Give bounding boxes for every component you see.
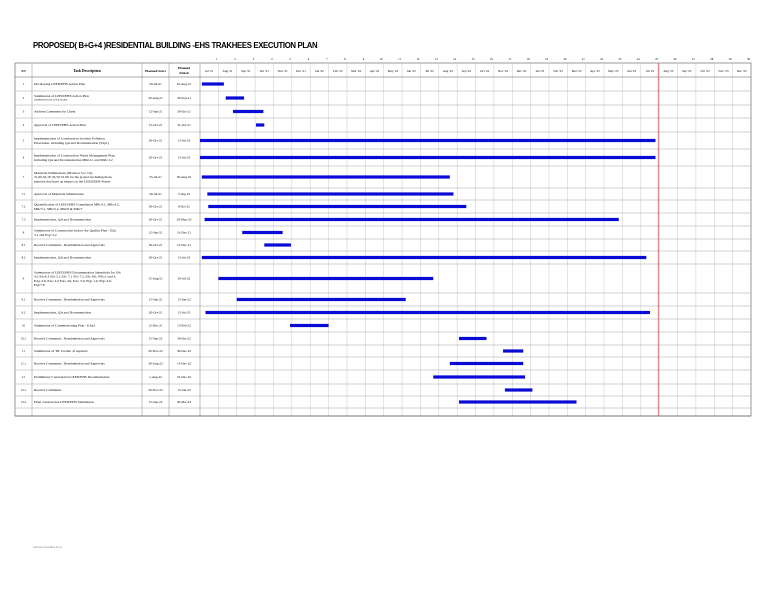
task-start-date: 15-Oct-21: [148, 123, 163, 127]
task-description: Address Comments by Client: [34, 109, 76, 114]
task-sn: 9: [22, 276, 25, 281]
task-description: 3.1 and EQc 3.2: [34, 232, 57, 237]
task-sn: 4: [22, 123, 25, 127]
task-sn: 6: [22, 155, 25, 160]
task-start-date: 30-Oct-21: [148, 204, 163, 209]
task-sn: 7.1: [21, 192, 26, 196]
month-label: Aug '23: [663, 69, 674, 73]
task-finish-date: 15-Jul-23: [177, 155, 191, 160]
month-label: Jul '22: [425, 69, 434, 73]
task-sn: 8.1: [21, 243, 26, 247]
task-description: Approval of LEED/EHS Action Plan: [34, 123, 86, 128]
gantt-bar: [200, 139, 655, 142]
gantt-bar: [290, 324, 329, 327]
gantt-bar: [264, 243, 291, 246]
task-sn: 12.1: [20, 388, 27, 392]
task-sn: 2: [22, 96, 25, 100]
task-start-date: 20-Jul-21: [149, 82, 162, 86]
task-start-date: 20-Oct-21: [148, 310, 163, 315]
week-number: 22: [600, 57, 604, 61]
column-header-start: Planned Start: [145, 69, 166, 73]
task-description: Receive Comments: [34, 388, 62, 393]
month-label: Dec '22: [516, 69, 527, 73]
gantt-bar: [208, 205, 466, 208]
task-finish-date: 31-Oct-21: [177, 123, 191, 127]
task-sn: 11: [22, 349, 25, 353]
task-sn: 12.2: [20, 400, 27, 404]
task-sn: 7: [22, 175, 25, 179]
week-number: 2: [234, 57, 236, 61]
month-label: Oct '22: [480, 69, 490, 73]
task-finish-date: 30-Dec-22: [176, 349, 192, 353]
month-label: May '23: [608, 69, 619, 73]
column-header-sn: SN: [21, 69, 26, 73]
task-finish-date: 30-Jul-22: [177, 276, 191, 281]
column-header-task: Task Description: [73, 69, 101, 73]
task-note: (SUBMISSION DATE AFTER AWARD): [34, 99, 68, 102]
week-number: 9: [362, 57, 365, 61]
month-label: Mar '22: [351, 69, 362, 73]
gantt-bar: [242, 231, 282, 234]
month-label: Oct '21: [259, 69, 269, 73]
week-number: 27: [691, 57, 695, 61]
task-finish-date: 15-Feb-22: [177, 323, 191, 328]
week-number: 12: [416, 57, 420, 61]
task-description: Approval of Materials Submissions: [34, 192, 84, 197]
gantt-bar: [218, 277, 433, 280]
gantt-bar: [459, 400, 577, 403]
task-start-date: 25-Jul-21: [149, 175, 162, 179]
task-start-date: 15-Aug-21: [148, 276, 163, 281]
month-label: Aug '21: [222, 69, 233, 73]
task-description: Developing LEED/EHS Action Plan: [34, 82, 86, 87]
task-start-date: 20-Oct-21: [148, 217, 163, 222]
week-number: 29: [728, 57, 732, 61]
task-description: material that have an impact on the LEED/EHS Points: [34, 179, 111, 184]
footer-note: LEED EHS TRAKHEES PLAN: [33, 547, 62, 549]
task-finish-date: 15-Jul-23: [177, 310, 191, 315]
week-number: 5: [289, 57, 291, 61]
task-start-date: 15-Sep-22: [148, 400, 163, 404]
week-number: 10: [379, 57, 383, 61]
task-description: EQc7.0: [34, 283, 45, 287]
task-sn: 9.1: [21, 297, 26, 302]
week-number: 20: [563, 57, 567, 61]
task-finish-date: 5-Sep-22: [177, 192, 191, 196]
task-description: Submission of Commissioning Plan - EAp1: [34, 323, 96, 328]
week-number: 8: [344, 57, 346, 61]
task-finish-date: 30-Sep-21: [177, 96, 191, 100]
task-finish-date: 15-Jan-23: [177, 388, 191, 392]
task-description: 4.2 SSc4.3 SSc 5.1,SSc 7.1 SSc 7.2, SSc 8.0, WEc1 and 3,: [34, 274, 117, 279]
task-description: Receive Comments , Resubmission and Approvals: [34, 336, 105, 341]
month-label: Mar '23: [571, 69, 582, 73]
gantt-bar: [450, 362, 523, 365]
gantt-bar: [206, 311, 650, 314]
task-sn: 12: [22, 375, 25, 379]
task-description: Materials Submissions (Division 3 to 10),: [34, 171, 93, 175]
task-description: Receive Comments , Resubmission and Approvals: [34, 243, 105, 248]
task-sn: 1: [22, 82, 25, 86]
gantt-bar: [200, 156, 655, 159]
task-start-date: 30-Oct-21: [148, 243, 163, 247]
task-start-date: 1-Aug-22: [149, 375, 162, 379]
week-number: 21: [581, 57, 585, 61]
task-start-date: 20-Oct-21: [148, 138, 163, 143]
task-sn: 10.1: [20, 336, 27, 341]
task-sn: 9.2: [21, 310, 26, 315]
table-frame: [15, 63, 751, 416]
column-header-finish: Finish: [179, 71, 189, 75]
task-sn: 5: [22, 138, 25, 143]
task-finish-date: 30-Aug-22: [176, 175, 192, 179]
task-start-date: 20-Oct-21: [148, 255, 163, 260]
task-start-date: 12-Dec-21: [148, 323, 163, 328]
task-sn: 7.3: [21, 217, 26, 222]
task-description: EAp 3.0, EAc 2.0 EAc 4.0, EAc 5.0, EQc 1.0, EQc 4.0,: [34, 278, 112, 283]
task-start-date: 29-Aug-21: [148, 96, 163, 100]
task-start-date: 15-Sep-21: [148, 297, 163, 302]
gantt-bar: [503, 349, 523, 352]
task-sn: 10: [22, 323, 25, 328]
task-description: Implementation of Construction Activity Pollution: [34, 136, 105, 141]
gantt-bar: [256, 123, 264, 126]
task-description: Quantification of LEED/EHS Compliance MRc4.1, MRc4.2,: [34, 202, 120, 207]
week-number: 4: [270, 57, 273, 61]
task-finish-date: 31-Dec-22: [176, 375, 192, 379]
week-number: 23: [618, 57, 622, 61]
month-label: Sep '22: [461, 69, 471, 73]
month-label: Dec '21: [296, 69, 306, 73]
month-label: Nov '21: [277, 69, 288, 73]
week-number: 11: [398, 57, 402, 61]
week-number: 28: [710, 57, 714, 61]
week-number: 1: [215, 57, 218, 61]
gantt-bar: [237, 298, 406, 301]
task-description: Implementation, QA and Documentation: [34, 217, 92, 222]
gantt-bar: [205, 218, 619, 221]
gantt-bar: [505, 388, 533, 391]
month-label: Nov '22: [498, 69, 509, 73]
column-header-finish: Planned: [177, 66, 191, 70]
task-finish-date: 25-Aug-21: [176, 82, 192, 86]
task-start-date: 20-Oct-21: [148, 155, 163, 160]
gantt-bar: [226, 96, 244, 99]
task-finish-date: 30-Oct-21: [177, 109, 191, 114]
gantt-bar: [233, 110, 263, 113]
task-description: Receive Comments , Resubmission and Approvals: [34, 361, 105, 366]
gantt-bar: [207, 192, 453, 195]
task-description: 31,60,32,1E,32,50 52-90 for the project including those: [34, 175, 112, 180]
task-sn: 8.2: [21, 255, 26, 260]
task-finish-date: 15-Jun-22: [177, 297, 191, 302]
week-number: 3: [252, 57, 255, 61]
week-number: 30: [747, 57, 750, 61]
task-description: Final construction LEED/EHS Submission: [34, 400, 94, 405]
month-label: Jun '23: [627, 69, 637, 73]
month-label: Nov '23: [718, 69, 729, 73]
month-label: Apr '23: [590, 69, 600, 73]
month-label: Jul '23: [645, 69, 655, 73]
task-finish-date: 29-May-23: [176, 217, 192, 222]
task-finish-date: 15-Dec-21: [176, 243, 192, 247]
task-start-date: 12-Sep-21: [148, 109, 163, 114]
task-finish-date: 30-Oct-22: [177, 336, 191, 341]
task-sn: 11.1: [20, 361, 27, 366]
task-finish-date: 14-Dec-22: [176, 361, 192, 366]
gantt-bar: [202, 256, 646, 259]
task-description: Submission of LEED/EHS Action Plan: [34, 94, 89, 99]
month-label: May '22: [387, 69, 399, 73]
week-number: 25: [655, 57, 659, 61]
month-label: Feb '22: [333, 69, 343, 73]
task-start-date: 20-Nov-22: [148, 388, 163, 392]
task-description: including QA and Documentation MRc2.1 and MRc 2.2: [34, 157, 113, 162]
task-finish-date: 31-Dec-21: [176, 230, 192, 235]
task-description: Preliminary Construction LEED/EHS Documentation: [34, 375, 110, 380]
task-sn: 3: [22, 109, 25, 114]
gantt-bar: [459, 337, 487, 340]
page-title: PROPOSED( B+G+4 )RESIDENTIAL BUILDING -EHS TRAKHEES EXECUTION PLAN: [33, 41, 318, 50]
week-number: 24: [636, 57, 640, 61]
month-label: Sep '23: [682, 69, 692, 73]
month-label: Jun '22: [406, 69, 416, 73]
task-description: Receive Comments , Resubmission and Approvals: [34, 297, 105, 302]
task-finish-date: 8-Oct-22: [178, 204, 190, 209]
month-label: Apr '22: [369, 69, 380, 73]
task-description: Prevention, including QA and Documentation (SSp1): [34, 140, 109, 145]
task-start-date: 30-Aug-22: [148, 361, 163, 366]
week-number: 13: [434, 57, 438, 61]
task-description: Submission of 'ID' Credits ,if required: [34, 349, 88, 354]
week-number: 15: [471, 57, 475, 61]
task-description: Submission of Construction Indoor Air Quality Plan - EQc: [34, 228, 117, 233]
task-description: Implementation of Construction Waste Management Plan,: [34, 153, 116, 158]
gantt-bar: [433, 375, 525, 378]
month-label: Aug '22: [442, 69, 453, 73]
task-sn: 7.2: [21, 204, 26, 209]
month-label: Feb '23: [553, 69, 563, 73]
week-number: 14: [453, 57, 457, 61]
task-start-date: 12-Sep-21: [148, 230, 163, 235]
gantt-bar: [202, 82, 224, 85]
gantt-bar: [202, 175, 450, 178]
month-label: Dec '23: [736, 69, 747, 73]
task-description: Implementation, QA and Documentation: [34, 255, 92, 260]
task-finish-date: 15-Jul-23: [177, 138, 191, 143]
task-description: Implementation, QA and Documentation: [34, 310, 92, 315]
task-finish-date: 30-Mar-23: [176, 400, 192, 404]
task-start-date: 30-Jul-21: [149, 192, 162, 196]
task-description: MRc5.1, MRc5.2, MRc6 & MRc7: [34, 206, 83, 211]
week-number: 18: [526, 57, 530, 61]
week-number: 6: [307, 57, 310, 61]
task-sn: 8: [22, 230, 25, 235]
month-label: Jan '22: [314, 69, 324, 73]
week-number: 7: [326, 57, 328, 61]
week-number: 19: [544, 57, 548, 61]
week-number: 16: [489, 57, 493, 61]
month-label: Jul '21: [205, 69, 214, 73]
week-number: 26: [673, 57, 677, 61]
task-start-date: 20-Nov-22: [148, 349, 163, 353]
month-label: Oct '23: [700, 69, 710, 73]
month-label: Sep '21: [241, 69, 251, 73]
task-description: Submission of LEED/EHS Documentation Submittals for SSc: [34, 270, 122, 275]
week-number: 17: [508, 57, 512, 61]
task-start-date: 15-Sep-22: [148, 336, 163, 341]
month-label: Jan '23: [535, 69, 545, 73]
task-finish-date: 15-Jul-23: [177, 255, 191, 260]
